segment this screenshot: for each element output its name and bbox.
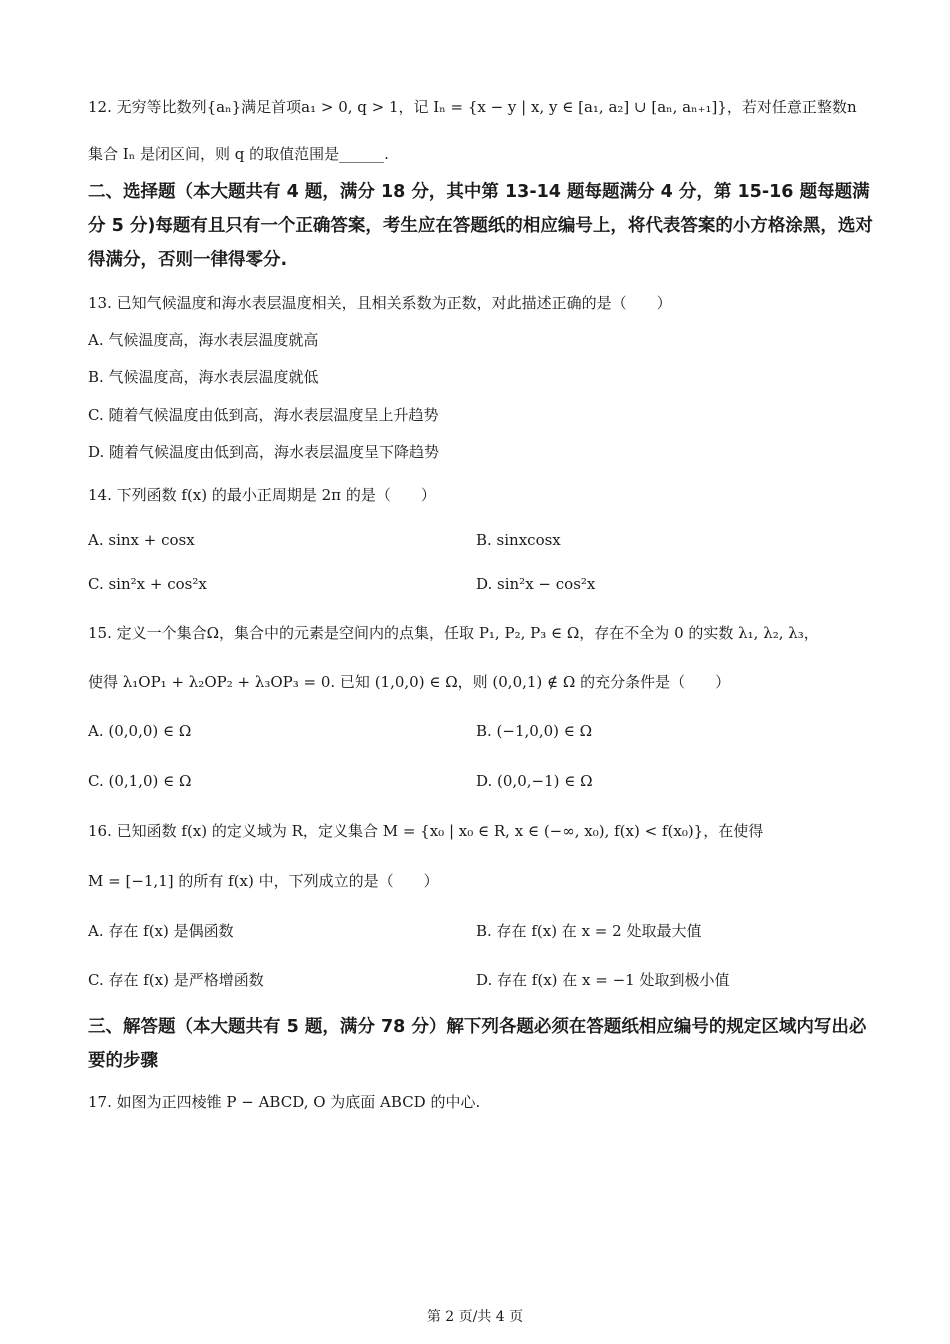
q13-option-d: D. 随着气候温度由低到高，海水表层温度呈下降趋势 [88,443,440,461]
q14-stem: 14. 下列函数 f(x) 的最小正周期是 2π 的是（ ） [88,486,436,504]
q13-stem: 13. 已知气候温度和海水表层温度相关，且相关系数为正数，对此描述正确的是（ ） [88,294,672,312]
q16-option-d: D. 存在 f(x) 在 x = −1 处取到极小值 [476,971,730,989]
section-3-heading: 三、解答题（本大题共有 5 题，满分 78 分）解下列各题必须在答题纸相应编号的规定区域内写出必要的步骤 [88,1017,867,1071]
q16-line2: M = [−1,1] 的所有 f(x) 中，下列成立的是（ ） [88,872,439,890]
section-2-heading: 二、选择题（本大题共有 4 题，满分 18 分，其中第 13-14 题每题满分 4 分，第 15-16 题每题满分 5 分)每题有且只有一个正确答案，考生应在答题纸的相应编号上，将代表答案的小方格涂黑，选对得满分，否则一律得零分. [88,182,873,270]
q15-option-b: B. (−1,0,0) ∈ Ω [476,722,593,740]
page-footer: 第 2 页/共 4 页 [426,1309,524,1325]
q16-option-c: C. 存在 f(x) 是严格增函数 [88,971,264,989]
q16-line1: 16. 已知函数 f(x) 的定义域为 R，定义集合 M = {x₀ | x₀ ∈ R, x ∈ (−∞, x₀), f(x) < f(x₀)}，在使得 [88,822,764,840]
q13-option-a: A. 气候温度高，海水表层温度就高 [88,331,319,349]
q16-option-b: B. 存在 f(x) 在 x = 2 处取最大值 [476,922,702,940]
q14-option-b: B. sinxcosx [476,531,561,549]
q15-line1: 15. 定义一个集合Ω，集合中的元素是空间内的点集，任取 P₁, P₂, P₃ ∈ Ω，存在不全为 0 的实数 λ₁, λ₂, λ₃， [88,624,819,642]
q15-option-c: C. (0,1,0) ∈ Ω [88,772,192,790]
q17-stem: 17. 如图为正四棱锥 P − ABCD, O 为底面 ABCD 的中心. [88,1093,481,1111]
q12-line2: 集合 Iₙ 是闭区间，则 q 的取值范围是______. [88,145,389,163]
q14-option-c: C. sin²x + cos²x [88,575,207,593]
q13-option-b: B. 气候温度高，海水表层温度就低 [88,368,319,386]
q12-line1: 12. 无穷等比数列{aₙ}满足首项a₁ > 0, q > 1，记 Iₙ = {x − y | x, y ∈ [a₁, a₂] ∪ [aₙ, aₙ₊₁]}，若对任意正整数n [88,98,857,116]
q16-option-a: A. 存在 f(x) 是偶函数 [88,922,234,940]
q14-option-d: D. sin²x − cos²x [476,575,596,593]
q15-option-a: A. (0,0,0) ∈ Ω [88,722,192,740]
q15-line2: 使得 λ₁OP₁ + λ₂OP₂ + λ₃OP₃ = 0. 已知 (1,0,0) ∈ Ω，则 (0,0,1) ∉ Ω 的充分条件是（ ） [88,673,731,691]
q13-option-c: C. 随着气候温度由低到高，海水表层温度呈上升趋势 [88,406,439,424]
q15-option-d: D. (0,0,−1) ∈ Ω [476,772,593,790]
q14-option-a: A. sinx + cosx [88,531,195,549]
